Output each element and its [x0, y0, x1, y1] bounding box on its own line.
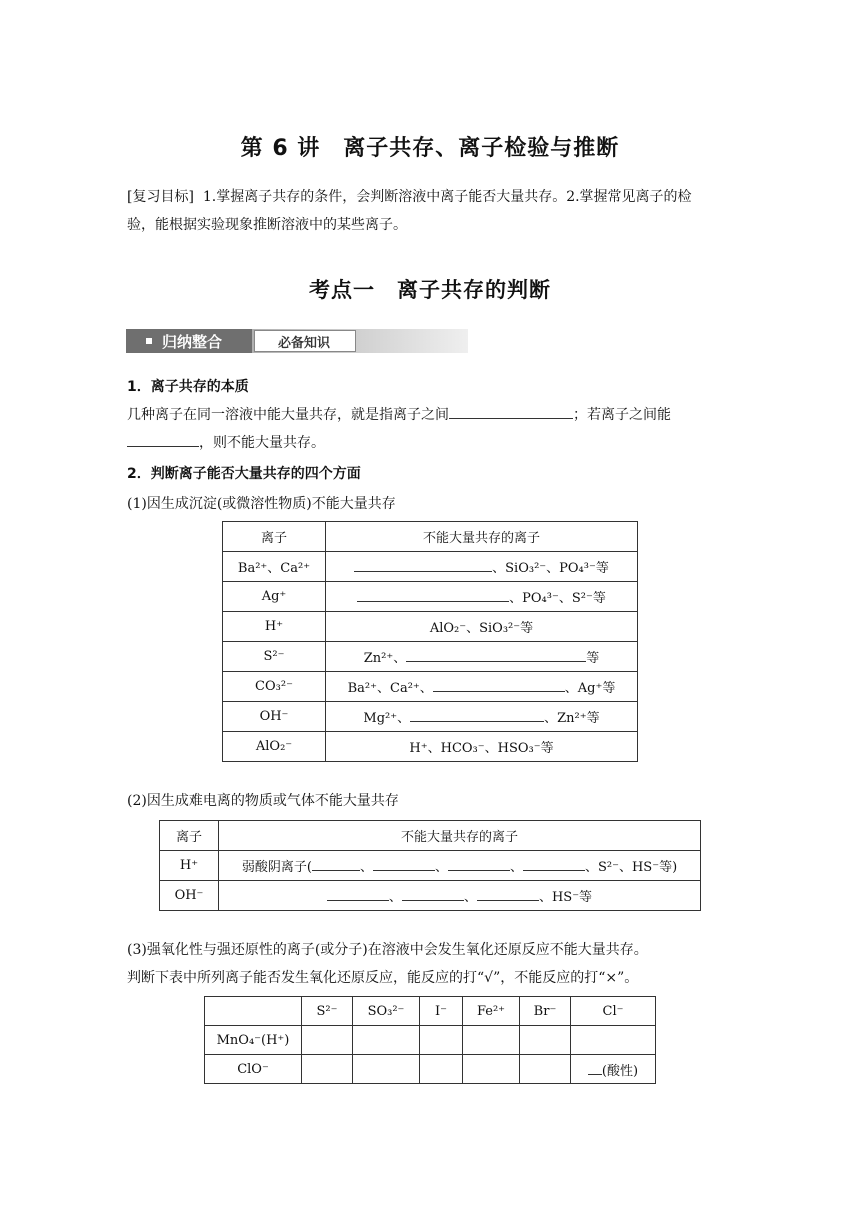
table-row [223, 612, 638, 642]
table-cell: 弱酸阴离子( [241, 860, 312, 875]
table-row [223, 642, 638, 672]
answer-cell[interactable] [353, 1055, 420, 1084]
answer-blank[interactable] [433, 678, 565, 692]
table-header: I⁻ [420, 997, 463, 1026]
table-cell: H⁺、HCO₃⁻、HSO₃⁻等 [326, 732, 638, 762]
answer-cell[interactable] [302, 1055, 353, 1084]
table-cell: 、Zn²⁺等 [544, 711, 600, 726]
answer-cell[interactable] [302, 1026, 353, 1055]
table-header: SO₃²⁻ [353, 997, 420, 1026]
review-goal-text-2: 验，能根据实验现象推断溶液中的某些离子。 [127, 217, 407, 233]
review-goal [127, 183, 737, 239]
answer-cell[interactable] [520, 1055, 571, 1084]
ion-cell: S²⁻ [223, 642, 326, 672]
precipitate-table [222, 521, 638, 762]
redox-table [204, 996, 656, 1084]
table-header: Br⁻ [520, 997, 571, 1026]
answer-blank[interactable] [410, 708, 544, 722]
answer-blank[interactable] [448, 857, 510, 871]
ion-cell: Ag⁺ [223, 582, 326, 612]
answer-cell[interactable] [520, 1026, 571, 1055]
ion-cell: OH⁻ [223, 702, 326, 732]
section-1-body [127, 401, 737, 457]
table-header: 不能大量共存的离子 [326, 522, 638, 552]
table-header: 离子 [223, 522, 326, 552]
table-cell: 、HS⁻等 [538, 890, 593, 905]
table-cell: 、S²⁻、HS⁻等) [584, 860, 678, 875]
ion-cell: H⁺ [223, 612, 326, 642]
answer-blank[interactable] [523, 857, 585, 871]
table-row [205, 1055, 656, 1084]
ion-cell: OH⁻ [160, 881, 219, 911]
answer-cell[interactable] [463, 1026, 520, 1055]
section-1-line1b: ；若离子之间能 [573, 407, 671, 423]
row-label: MnO₄⁻(H⁺) [205, 1026, 302, 1055]
answer-blank[interactable] [354, 558, 492, 572]
table-row [223, 672, 638, 702]
table-row [205, 1026, 656, 1055]
page-title: 第 6 讲 离子共存、离子检验与推断 [240, 136, 620, 161]
table-cell: 、PO₄³⁻、S²⁻等 [509, 591, 606, 606]
answer-blank[interactable] [406, 648, 586, 662]
answer-blank[interactable] [312, 857, 360, 871]
banner-left-label: 归纳整合 [162, 333, 223, 351]
table-header: 离子 [160, 821, 219, 851]
review-goal-text: 1.掌握离子共存的条件，会判断溶液中离子能否大量共存。2.掌握常见离子的检 [202, 189, 692, 205]
answer-cell[interactable] [463, 1055, 520, 1084]
section-banner [126, 329, 468, 355]
ion-cell: H⁺ [160, 851, 219, 881]
weak-electrolyte-table [159, 820, 701, 911]
review-goal-label: [复习目标] [127, 189, 194, 205]
answer-cell[interactable] [353, 1026, 420, 1055]
answer-blank[interactable] [449, 405, 573, 419]
table-row: OH⁻ 、 、 、HS⁻等 [160, 881, 701, 911]
table-row: H⁺ 弱酸阴离子( 、 、 、 、S²⁻、HS⁻等) [160, 851, 701, 881]
section-1-heading: 1．离子共存的本质 [127, 379, 249, 395]
square-icon [146, 338, 152, 344]
table-cell: 等 [586, 651, 600, 666]
answer-cell[interactable] [571, 1026, 656, 1055]
ion-cell: CO₃²⁻ [223, 672, 326, 702]
table-row [223, 702, 638, 732]
table-row [223, 732, 638, 762]
section-1-line2b: ，则不能大量共存。 [199, 435, 325, 451]
ion-cell: Ba²⁺、Ca²⁺ [223, 552, 326, 582]
answer-cell[interactable] [420, 1026, 463, 1055]
table-cell: Mg²⁺、 [363, 711, 411, 726]
ion-cell: AlO₂⁻ [223, 732, 326, 762]
section-2-heading: 2．判断离子能否大量共存的四个方面 [127, 466, 361, 482]
answer-blank[interactable] [477, 887, 539, 901]
table-header [205, 997, 302, 1026]
table-cell: (酸性) [601, 1063, 639, 1079]
table-row [223, 552, 638, 582]
table-header: 不能大量共存的离子 [219, 821, 701, 851]
table-header: S²⁻ [302, 997, 353, 1026]
row-label: ClO⁻ [205, 1055, 302, 1084]
subsection-3-line2: 判断下表中所列离子能否发生氧化还原反应，能反应的打“√”，不能反应的打“×”。 [127, 970, 639, 986]
answer-blank[interactable] [373, 857, 435, 871]
answer-blank[interactable] [127, 433, 199, 447]
table-header: Fe²⁺ [463, 997, 520, 1026]
section-1-line1a: 几种离子在同一溶液中能大量共存，就是指离子之间 [127, 407, 449, 423]
answer-cell[interactable] [420, 1055, 463, 1084]
answer-blank[interactable] [327, 887, 389, 901]
table-row [223, 582, 638, 612]
subsection-3-line1: (3)强氧化性与强还原性的离子(或分子)在溶液中会发生氧化还原反应不能大量共存。 [127, 942, 648, 958]
subsection-3 [127, 936, 737, 992]
answer-blank[interactable] [402, 887, 464, 901]
banner-right-label: 必备知识 [277, 336, 330, 351]
table-cell: 、Ag⁺等 [564, 681, 616, 696]
table-cell: Ba²⁺、Ca²⁺、 [347, 681, 433, 696]
topic-title: 考点一 离子共存的判断 [309, 278, 551, 302]
table-cell: AlO₂⁻、SiO₃²⁻等 [326, 612, 638, 642]
table-cell: Zn²⁺、 [363, 651, 407, 666]
table-header: Cl⁻ [571, 997, 656, 1026]
subsection-1: (1)因生成沉淀(或微溶性物质)不能大量共存 [127, 496, 396, 512]
answer-blank[interactable] [588, 1061, 602, 1075]
answer-blank[interactable] [357, 588, 509, 602]
subsection-2: (2)因生成难电离的物质或气体不能大量共存 [127, 793, 399, 809]
table-cell: 、SiO₃²⁻、PO₄³⁻等 [492, 561, 609, 576]
